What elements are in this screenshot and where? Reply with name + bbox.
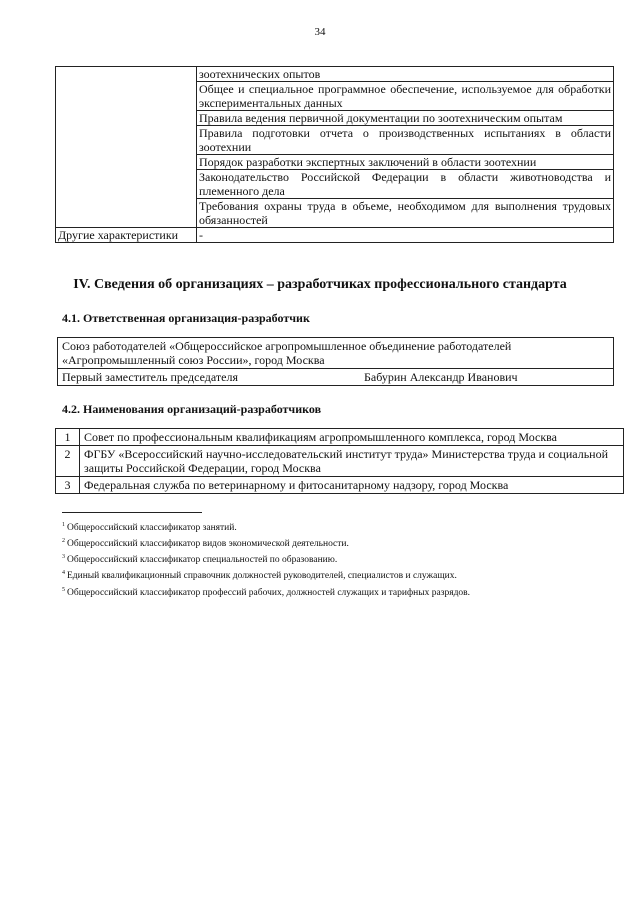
table-row xyxy=(58,369,614,386)
table-row xyxy=(56,446,624,477)
responsible-person: Бабурин Александр Иванович xyxy=(364,370,518,384)
developer-name: Федеральная служба по ветеринарному и фитосанитарному надзору, город Москва xyxy=(80,477,624,494)
subsection-heading-developers: 4.2. Наименования организаций-разработчиков xyxy=(62,402,322,416)
footnote xyxy=(62,551,602,567)
other-characteristics-row xyxy=(56,228,614,243)
table-row xyxy=(58,338,614,369)
table-row xyxy=(56,429,624,446)
row-number: 3 xyxy=(56,477,80,494)
row-number: 2 xyxy=(56,446,80,477)
footnote-divider xyxy=(62,512,202,513)
footnote-marker: 4 xyxy=(62,570,65,577)
responsible-org-table xyxy=(57,337,614,386)
footnote xyxy=(62,535,602,551)
developers-table xyxy=(55,428,624,494)
developer-name: Совет по профессиональным квалификациям агропромышленного комплекса, город Москва xyxy=(80,429,624,446)
footnote-marker: 3 xyxy=(62,554,65,561)
subsection-heading-responsible: 4.1. Ответственная организация-разработчик xyxy=(62,311,310,325)
table-cell-empty xyxy=(56,67,197,228)
responsible-position: Первый заместитель председателя xyxy=(62,370,238,384)
footnote-marker: 1 xyxy=(62,522,65,528)
table-row xyxy=(56,67,614,82)
footnote-marker: 5 xyxy=(62,586,65,593)
table-cell: зоотехнических опытов xyxy=(197,67,614,82)
table-cell: Порядок разработки экспертных заключений в области зоотехнии xyxy=(197,155,614,170)
table-cell: Законодательство Российской Федерации в области животноводства и племенного дела xyxy=(197,170,614,199)
footnote xyxy=(62,519,602,535)
footnote-text: Общероссийский классификатор профессий рабочих, должностей служащих и тарифных разрядов. xyxy=(67,587,471,598)
footnote-text: Общероссийский классификатор занятий. xyxy=(67,523,237,534)
table-cell: Общее и специальное программное обеспечение, используемое для обработки экспериментальных данных xyxy=(197,82,614,111)
table-cell: Правила подготовки отчета о производственных испытаниях в области зоотехнии xyxy=(197,126,614,155)
footnote-marker: 2 xyxy=(62,538,65,545)
footnote-text: Единый квалификационный справочник должностей руководителей, специалистов и служащих. xyxy=(67,571,457,582)
footnote-text: Общероссийский классификатор специальностей по образованию. xyxy=(67,555,338,566)
developer-name: ФГБУ «Всероссийский научно-исследовательский институт труда» Министерства труда и социальной защиты Российской Федерации, город Москва xyxy=(80,446,624,477)
other-characteristics-label: Другие характеристики xyxy=(56,228,197,243)
footnotes xyxy=(62,519,602,600)
section-heading: IV. Сведения об организациях – разработчиках профессионального стандарта xyxy=(73,277,567,292)
knowledge-table xyxy=(55,66,614,243)
footnote xyxy=(62,567,602,583)
footnote-text: Общероссийский классификатор видов экономической деятельности. xyxy=(67,539,349,550)
page-number: 34 xyxy=(314,26,326,38)
table-row xyxy=(56,477,624,494)
other-characteristics-value: - xyxy=(197,228,614,243)
responsible-org-name: Союз работодателей «Общероссийское агропромышленное объединение работодателей «Агропромышленный союз России», город Москва xyxy=(58,338,614,369)
table-cell: Требования охраны труда в объеме, необходимом для выполнения трудовых обязанностей xyxy=(197,199,614,228)
table-cell: Правила ведения первичной документации по зоотехническим опытам xyxy=(197,111,614,126)
responsible-signatory xyxy=(58,369,614,386)
footnote xyxy=(62,584,602,600)
row-number: 1 xyxy=(56,429,80,446)
